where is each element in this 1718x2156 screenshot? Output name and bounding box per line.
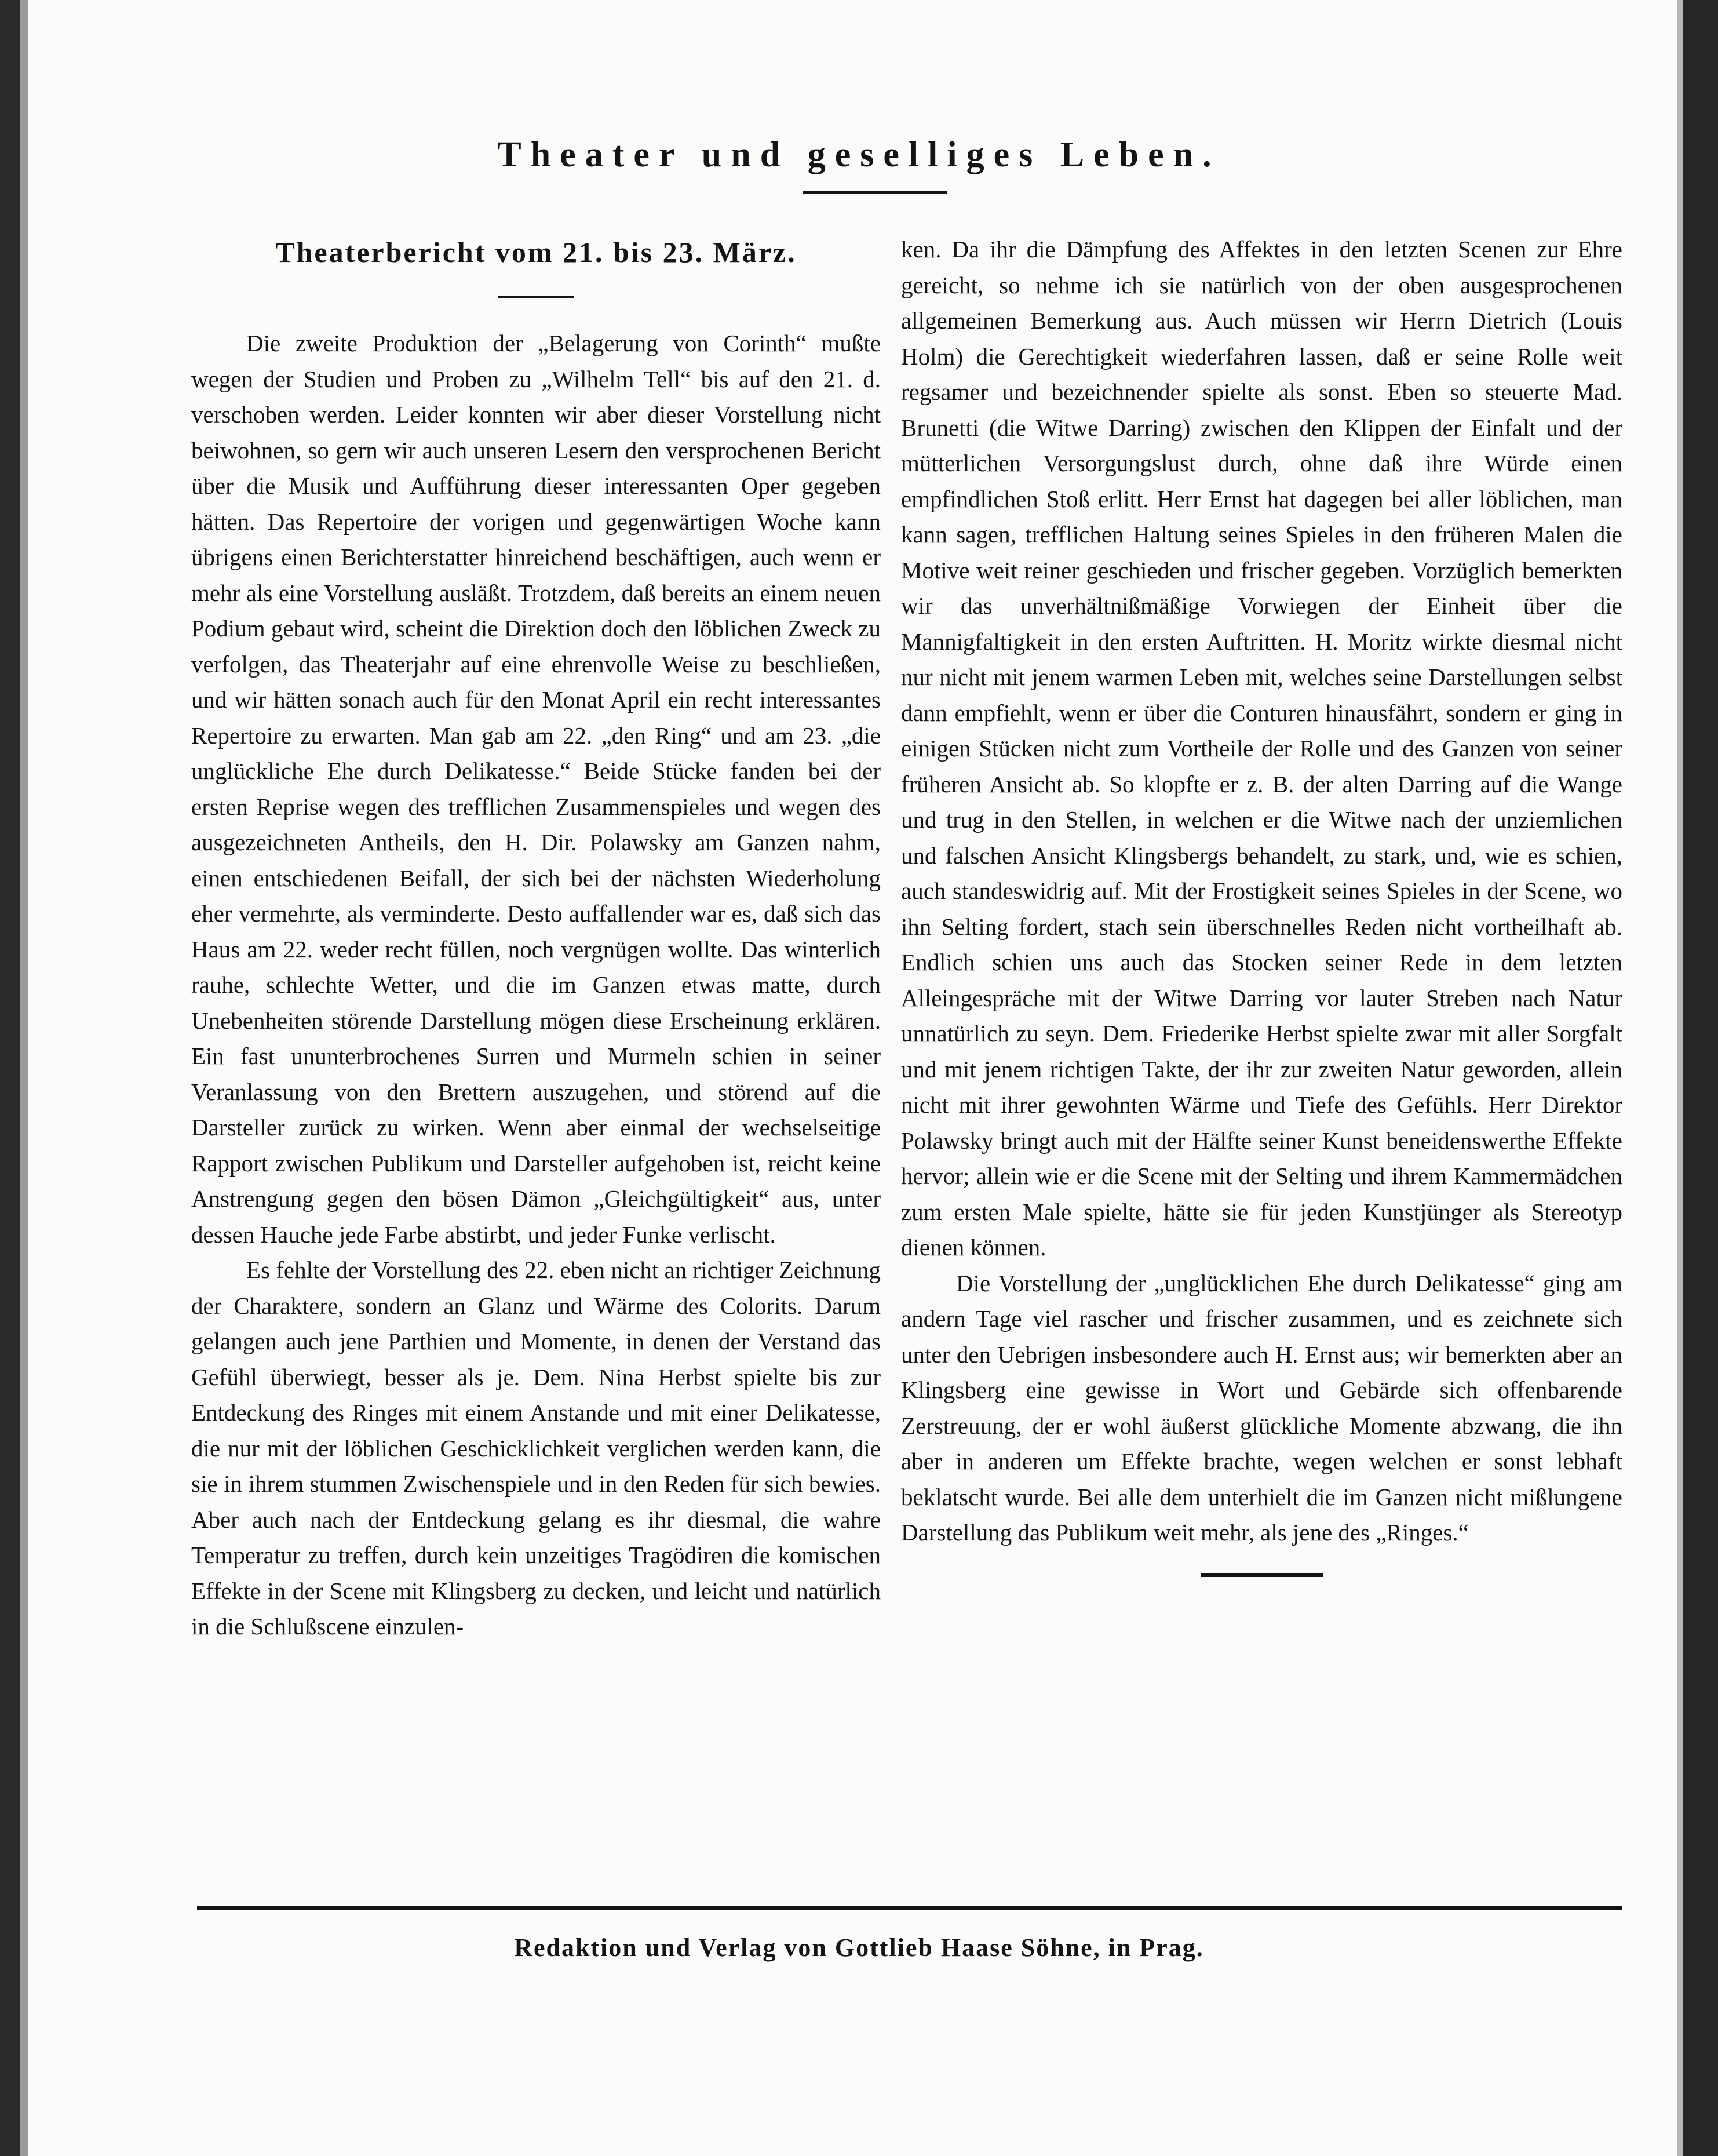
- scan-border-left-shadow: [20, 0, 28, 2156]
- article-paragraph: Es fehlte der Vorstellung des 22. eben nicht an richtiger Zeichnung der Charaktere, sondern an Glanz und Wärme des Colorits. Darum gelangen auch jene Parthien und Momente, in denen der Verstand das Gefühl überwiegt, besser als je. Dem. Nina Herbst spielte bis zur Entdeckung des Ringes mit einem Anstande und mit einer Delikatesse, die nur mit der löblichen Geschicklichkeit verglichen werden kann, die sie in ihrem stummen Zwischenspiele und in den Reden für sich bewies. Aber auch nach der Entdeckung gelang es ihr diesmal, die wahre Temperatur zu treffen, durch kein unzeitiges Tragödiren die komischen Effekte in der Scene mit Klingsberg zu decken, und leicht und natürlich in die Schlußscene einzulen-: [191, 1257, 881, 1640]
- scan-border-left: [0, 0, 20, 2156]
- scan-border-right-shadow: [1677, 0, 1683, 2156]
- article-paragraph: Die zweite Produktion der „Belagerung von Corinth“ mußte wegen der Studien und Proben zu „Wilhelm Tell“ bis auf den 21. d. verschoben werden. Leider konnten wir aber dieser Vorstellung nicht beiwohnen, so gern wir auch unseren Lesern den versprochenen Bericht über die Musik und Aufführung dieser interessanten Oper gegeben hätten. Das Repertoire der vorigen und gegenwärtigen Woche kann übrigens einen Berichterstatter hinreichend beschäftigen, auch wenn er mehr als eine Vorstellung ausläßt. Trotzdem, daß bereits an einem neuen Podium gebaut wird, scheint die Direktion doch den löblichen Zweck zu verfolgen, das Theaterjahr auf eine ehrenvolle Weise zu beschließen, und wir hätten sonach auch für den Monat April ein recht interessantes Repertoire zu erwarten. Man gab am 22. „den Ring“ und am 23. „die unglückliche Ehe durch Delikatesse.“ Beide Stücke fanden bei der ersten Reprise wegen des trefflichen Zusammenspieles und wegen des ausgezeichneten Antheils, den H. Dir. Polawsky am Ganzen nahm, einen entschiedenen Beifall, der sich bei der nächsten Wiederholung eher vermehrte, als verminderte. Desto auffallender war es, daß sich das Haus am 22. weder recht füllen, noch vergnügen wollte. Das winterlich rauhe, schlechte Wetter, und die im Ganzen etwas matte, durch Unebenheiten störende Darstellung mögen diese Erscheinung erklären. Ein fast ununterbrochenes Surren und Murmeln schien in seiner Veranlassung von den Brettern auszugehen, und störend auf die Darsteller zurück zu wirken. Wenn aber einmal der wechselseitige Rapport zwischen Publikum und Darsteller aufgehoben ist, reicht keine Anstrengung gegen den bösen Dämon „Gleichgültigkeit“ aus, unter dessen Hauche jede Farbe abstirbt, und jeder Funke verlischt.: [191, 330, 881, 1248]
- footer-divider: [197, 1906, 1622, 1910]
- right-column: [901, 232, 1622, 1577]
- heading-divider: [498, 296, 574, 298]
- page-title: Theater und geselliges Leben.: [497, 135, 1221, 174]
- article-paragraph: Die Vorstellung der „unglücklichen Ehe durch Delikatesse“ ging am andern Tage viel rascher und frischer zusammen, und es zeichnete sich unter den Uebrigen insbesondere auch H. Ernst aus; wir bemerkten aber an Klingsberg eine gewisse in Wort und Gebärde sich offenbarende Zerstreuung, der er wohl äußerst glückliche Momente abzwang, die ihn aber in anderen um Effekte brachte, wegen welchen er sonst lebhaft beklatscht wurde. Bei alle dem unterhielt die im Ganzen nicht mißlungene Darstellung das Publikum weit mehr, als jene des „Ringes.“: [901, 1269, 1622, 1546]
- scan-border-right: [1683, 0, 1718, 2156]
- article-paragraph-continued: ken. Da ihr die Dämpfung des Affektes in den letzten Scenen zur Ehre gereicht, so nehme ich sie natürlich von der oben ausgesprochenen allgemeinen Bemerkung aus. Auch müssen wir Herrn Dietrich (Louis Holm) die Gerechtigkeit wiederfahren lassen, daß er seine Rolle weit regsamer und bezeichnender spielte als sonst. Eben so steuerte Mad. Brunetti (die Witwe Darring) zwischen den Klippen der Einfalt und der mütterlichen Versorgungslust durch, ohne daß ihre Würde einen empfindlichen Stoß erlitt. Herr Ernst hat dagegen bei aller löblichen, man kann sagen, trefflichen Haltung seines Spieles in den früheren Malen die Motive weit reiner geschieden und frischer gegeben. Vorzüglich bemerkten wir das unverhältnißmäßige Vorwiegen der Einheit über die Mannigfaltigkeit in den ersten Auftritten. H. Moritz wirkte diesmal nicht nur nicht mit jenem warmen Leben mit, welches seine Darstellungen selbst dann empfiehlt, wenn er über die Conturen hinausfährt, sondern er ging in einigen Stücken nicht zum Vortheile der Rolle und des Ganzen von seiner früheren Ansicht ab. So klopfte er z. B. der alten Darring auf die Wange und trug in den Stellen, in welchen er die Witwe nach der unziemlichen und falschen Ansicht Klingsbergs behandelt, zu stark, und, wie es schien, auch standeswidrig auf. Mit der Frostigkeit seines Spieles in der Scene, wo ihn Selting fordert, stach sein überschnelles Reden nicht vortheilhaft ab. Endlich schien uns auch das Stocken seiner Rede in dem letzten Alleingespräche mit der Witwe Darring vor lauter Streben nach Natur unnatürlich zu seyn. Dem. Friederike Herbst spielte zwar mit aller Sorgfalt und mit jenem richtigen Takte, der ihr zur zweiten Natur geworden, allein nicht mit ihrer gewohnten Wärme und Tiefe des Gefühls. Herr Direktor Polawsky bringt auch mit der Hälfte seiner Kunst beneidenswerthe Effekte hervor; allein wie er die Scene mit der Selting und ihrem Kammermädchen zum ersten Male spielte, hätte sie für jeden Kunstjünger als Stereotyp dienen können.: [901, 236, 1622, 1261]
- left-column: [191, 232, 881, 1645]
- title-divider: [803, 191, 947, 194]
- publisher-imprint: Redaktion und Verlag von Gottlieb Haase Söhne, in Prag.: [514, 1933, 1204, 1962]
- article-end-divider: [1201, 1573, 1323, 1577]
- article-heading: Theaterbericht vom 21. bis 23. März.: [275, 236, 797, 268]
